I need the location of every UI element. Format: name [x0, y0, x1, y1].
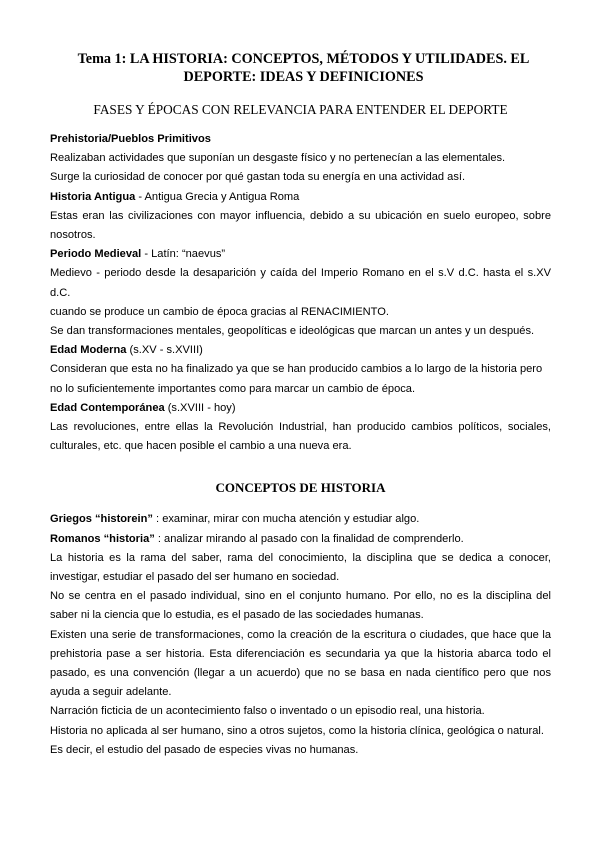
medieval-heading: Periodo Medieval [50, 248, 142, 261]
title-line-1: Tema 1: LA HISTORIA: CONCEPTOS, MÉTODOS Y UTILIDADES. EL [77, 51, 530, 67]
romanos-line [50, 530, 551, 549]
paragraph-line: Existen una serie de transformaciones, como la creación de la escritura o ciudades, que hace que la [50, 628, 551, 641]
paragraph-line: saber ni la ciencia que lo estudia, es el pasado de las sociedades humanas. [50, 609, 424, 622]
antigua-subtitle: - Antigua Grecia y Antigua Roma [135, 190, 300, 203]
paragraph-line: ayuda a seguir adelante. [50, 686, 172, 699]
griegos-definition: : examinar, mirar con mucha atención y estudiar algo. [152, 513, 420, 526]
section-subtitle: FASES Y ÉPOCAS CON RELEVANCIA PARA ENTENDER EL DEPORTE [93, 102, 508, 117]
paragraph-line: Es decir, el estudio del pasado de especies vivas no humanas. [50, 743, 359, 756]
paragraph-line: Realizaban actividades que suponían un desgaste físico y no pertenecían a las elementales. [50, 152, 506, 165]
paragraph-line: no lo suficientemente importantes como para marcar un cambio de época. [50, 382, 416, 395]
moderna-heading: Edad Moderna [50, 344, 127, 357]
paragraph-line: Medievo - periodo desde la desaparición y caída del Imperio Romano en el s.V d.C. hasta el s.XV [50, 267, 551, 280]
romanos-definition: : analizar mirando al pasado con la finalidad de comprenderlo. [154, 532, 464, 545]
romanos-term: Romanos “historia” [50, 532, 155, 545]
paragraph-line: La historia es la rama del saber, rama del conocimiento, la disciplina que se dedica a conocer, [50, 551, 551, 564]
contemporanea-subtitle: (s.XVIII - hoy) [164, 401, 236, 414]
concepts-section [50, 510, 551, 760]
paragraph-line: pasado, es una convención (llegar a un acuerdo) que no se basa en nada científico pero que nos [50, 667, 551, 680]
paragraph-line: Historia no aplicada al ser humano, sino a otros sujetos, como la historia clínica, geológica o natural. [50, 724, 544, 737]
medieval-heading-line [50, 245, 551, 264]
paragraph-line: Narración ficticia de un acontecimiento falso o inventado o un episodio real, una historia. [50, 705, 485, 718]
epochs-section [50, 130, 551, 456]
paragraph-line: Consideran que esta no ha finalizado ya que se han producido cambios a lo largo de la historia pero [50, 363, 543, 376]
paragraph-line: prehistoria pase a ser historia. Esta diferenciación es secundaria ya que la historia abarca todo el [50, 647, 551, 660]
paragraph-line: Surge la curiosidad de conocer por qué gastan toda su energía en una actividad así. [50, 171, 466, 184]
paragraph-line: culturales, etc. que hacen posible el cambio a una nueva era. [50, 440, 352, 453]
griegos-line [50, 510, 551, 529]
contemporanea-heading: Edad Contemporánea [50, 401, 165, 414]
title-line-2: DEPORTE: IDEAS Y DEFINICIONES [183, 69, 424, 85]
moderna-heading-line [50, 341, 551, 360]
paragraph-line: Estas eran las civilizaciones con mayor influencia, debido a su ubicación en suelo europeo, sobre [50, 209, 551, 222]
paragraph-line: nosotros. [50, 229, 96, 242]
concepts-heading: CONCEPTOS DE HISTORIA [215, 480, 386, 496]
prehistoria-heading: Prehistoria/Pueblos Primitivos [50, 133, 211, 145]
moderna-subtitle: (s.XV - s.XVIII) [126, 344, 203, 357]
antigua-heading: Historia Antigua [50, 190, 136, 203]
paragraph-line: investigar, estudiar el pasado del ser humano en sociedad. [50, 571, 340, 584]
medieval-subtitle: - Latín: “naevus” [141, 248, 226, 261]
paragraph-line: Se dan transformaciones mentales, geopolíticas e ideológicas que marcan un antes y un después. [50, 325, 535, 338]
griegos-term: Griegos “historein” [50, 513, 153, 526]
document-title [62, 50, 545, 86]
contemporanea-heading-line [50, 399, 551, 418]
paragraph-line: d.C. [50, 286, 71, 299]
paragraph-line: cuando se produce un cambio de época gracias al RENACIMIENTO. [50, 305, 389, 318]
paragraph-line: Las revoluciones, entre ellas la Revolución Industrial, han producido cambios políticos, sociales, [50, 421, 551, 434]
antigua-heading-line [50, 188, 551, 207]
paragraph-line: No se centra en el pasado individual, sino en el conjunto humano. Por ello, no es la disciplina del [50, 590, 551, 603]
